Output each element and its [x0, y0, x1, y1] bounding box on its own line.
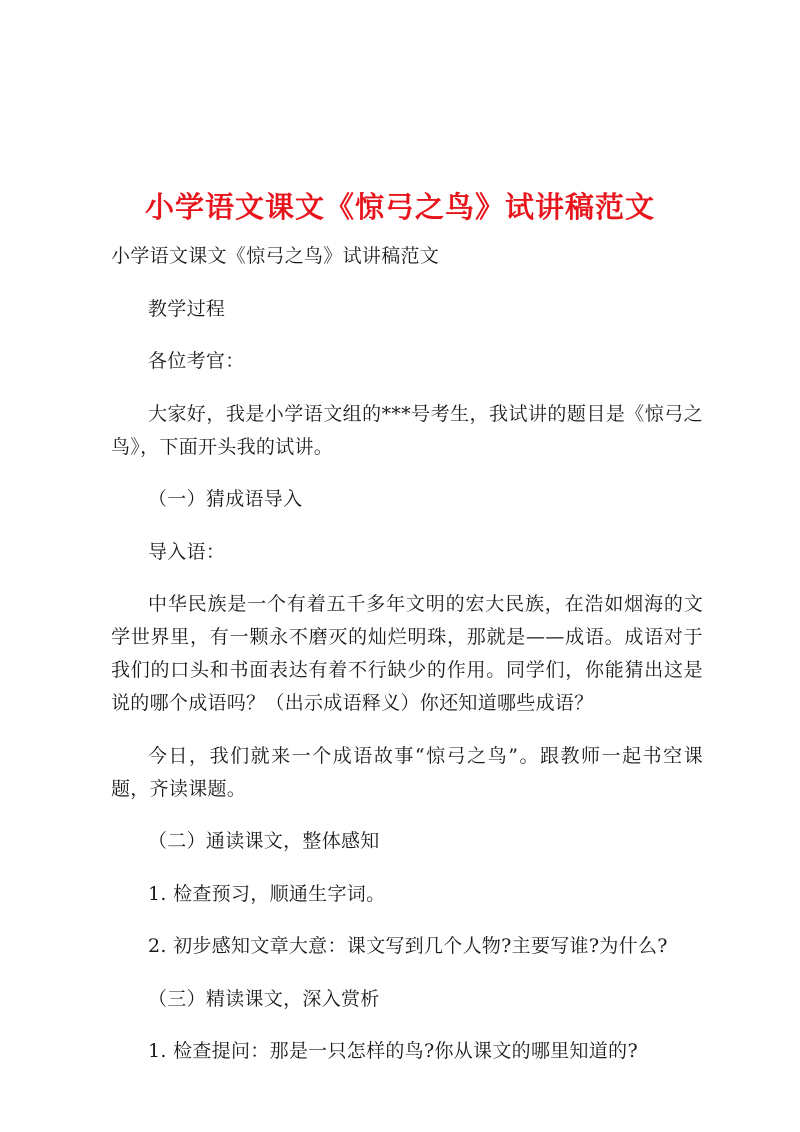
list-item-2: 2. 初步感知文章大意：课文写到几个人物?主要写谁?为什么?	[148, 935, 668, 957]
section-heading-3: （三）精读课文，深入赏析	[148, 987, 380, 1010]
paragraph-subtitle: 小学语文课文《惊弓之鸟》试讲稿范文	[111, 245, 440, 267]
list-item-1: 1. 检查预习，顺通生字词。	[148, 882, 386, 905]
list-item-3: 1. 检查提问：那是一只怎样的鸟?你从课文的哪里知道的?	[148, 1040, 638, 1062]
paragraph-lead-in-label: 导入语：	[148, 540, 226, 563]
paragraph-teaching-process: 教学过程	[148, 297, 226, 320]
document-body	[111, 240, 703, 1088]
paragraph-lead-in: 中华民族是一个有着五千多年文明的宏大民族，在浩如烟海的文学世界里，有一颗永不磨灭的灿烂明珠，那就是——成语。成语对于我们的口头和书面表达有着不行缺少的作用。同学们，你能猜出这是说的哪个成语吗？（出示成语释义）你还知道哪些成语？	[111, 593, 703, 714]
section-heading-2: （二）通读课文，整体感知	[148, 830, 380, 852]
section-heading-1: （一）猜成语导入	[148, 488, 303, 510]
paragraph-introduction: 大家好，我是小学语文组的***号考生，我试讲的题目是《惊弓之鸟》，下面开头我的试讲。	[111, 402, 703, 458]
paragraph-today: 今日，我们就来一个成语故事“惊弓之鸟”。跟教师一起书空课题，齐读课题。	[111, 744, 703, 800]
document-title: 小学语文课文《惊弓之鸟》试讲稿范文	[144, 190, 655, 225]
paragraph-greeting: 各位考官：	[148, 350, 245, 372]
